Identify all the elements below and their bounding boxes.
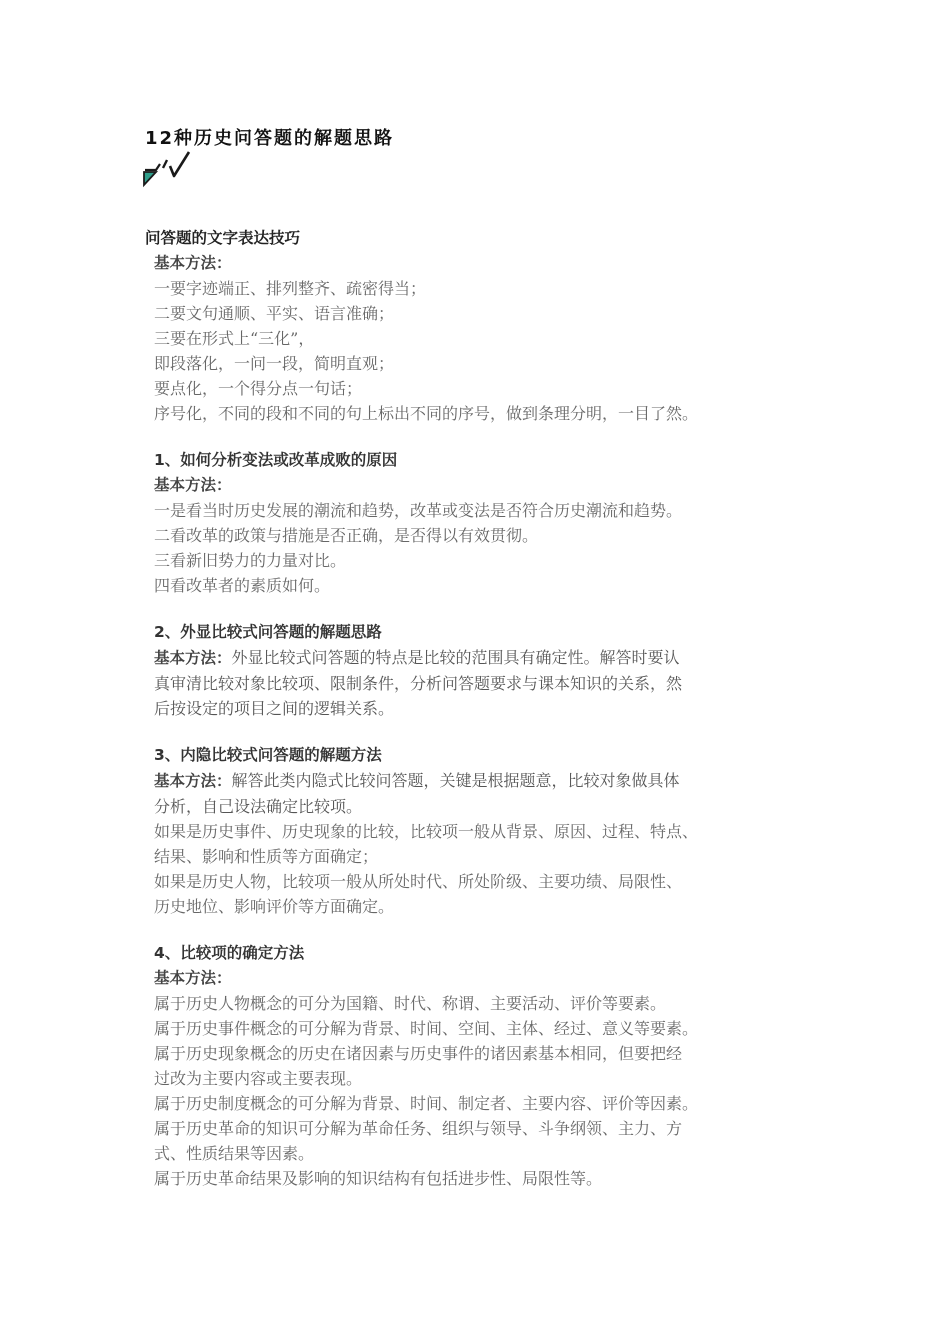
text-line: 三要在形式上“三化”，: [154, 329, 315, 348]
text-line: 二看改革的政策与措施是否正确，是否得以有效贯彻。: [154, 526, 539, 545]
section-heading: 4、比较项的确定方法: [154, 944, 305, 962]
section-heading: 3、内隐比较式问答题的解题方法: [154, 746, 382, 764]
text-line: 结果、影响和性质等方面确定；: [154, 847, 379, 866]
text-line: 如果是历史人物，比较项一般从所处时代、所处阶级、主要功绩、局限性、: [154, 872, 683, 891]
paragraph: [154, 645, 814, 721]
paragraph-line: [154, 768, 814, 794]
paragraph-line: [154, 645, 814, 671]
text-line: 一要字迹端正、排列整齐、疏密得当；: [154, 279, 427, 298]
method-label: 基本方法：: [154, 476, 232, 494]
intro-section: [145, 226, 825, 426]
section-1: [145, 448, 825, 598]
method-label: 基本方法：: [154, 254, 232, 272]
text-line: 即段落化，一问一段，简明直观；: [154, 354, 395, 373]
text-line: 属于历史制度概念的可分解为背景、时间、制定者、主要内容、评价等因素。: [154, 1094, 699, 1113]
text-line: 属于历史革命结果及影响的知识结构有包括进步性、局限性等。: [154, 1169, 603, 1188]
paragraph-line: 真审清比较对象比较项、限制条件，分析问答题要求与课本知识的关系，然: [154, 674, 683, 693]
document-title: 12种历史问答题的解题思路: [145, 128, 395, 149]
text-line: 过改为主要内容或主要表现。: [154, 1069, 363, 1088]
section-3: [145, 743, 825, 919]
text-line: 二要文句通顺、平实、语言准确；: [154, 304, 395, 323]
text-line: 要点化，一个得分点一句话；: [154, 379, 363, 398]
text-line: 四看改革者的素质如何。: [154, 576, 331, 595]
text-line: 式、性质结果等因素。: [154, 1144, 315, 1163]
section-2: [145, 620, 825, 721]
document-body: [145, 226, 825, 1213]
text-line: 属于历史事件概念的可分解为背景、时间、空间、主体、经过、意义等要素。: [154, 1019, 699, 1038]
paragraph-line: 后按设定的项目之间的逻辑关系。: [154, 699, 395, 718]
text-line: 三看新旧势力的力量对比。: [154, 551, 347, 570]
section-heading: 2、外显比较式问答题的解题思路: [154, 623, 382, 641]
text-line: 序号化，不同的段和不同的句上标出不同的序号，做到条理分明，一目了然。: [154, 404, 699, 423]
paragraph-text: 解答此类内隐式比较问答题，关键是根据题意，比较对象做具体: [231, 771, 680, 790]
paragraph-text: 外显比较式问答题的特点是比较的范围具有确定性。解答时要认: [231, 648, 680, 667]
text-line: 属于历史现象概念的历史在诸因素与历史事件的诸因素基本相同，但要把经: [154, 1044, 683, 1063]
method-label: 基本方法：: [154, 969, 232, 987]
text-line: 属于历史革命的知识可分解为革命任务、组织与领导、斗争纲领、主力、方: [154, 1119, 683, 1138]
section-4: [145, 941, 825, 1191]
section-heading: 问答题的文字表达技巧: [145, 229, 301, 247]
section-heading: 1、如何分析变法或改革成败的原因: [154, 451, 398, 469]
text-line: 属于历史人物概念的可分为国籍、时代、称谓、主要活动、评价等要素。: [154, 994, 667, 1013]
method-label: 基本方法：: [154, 772, 232, 790]
paragraph-line: 分析，自己设法确定比较项。: [154, 797, 363, 816]
paragraph: [154, 768, 814, 819]
text-line: 一是看当时历史发展的潮流和趋势，改革或变法是否符合历史潮流和趋势。: [154, 501, 683, 520]
text-line: 如果是历史事件、历史现象的比较，比较项一般从背景、原因、过程、特点、: [154, 822, 699, 841]
method-label: 基本方法：: [154, 649, 232, 667]
check-mark-logo-icon: [143, 150, 195, 188]
text-line: 历史地位、影响评价等方面确定。: [154, 897, 395, 916]
